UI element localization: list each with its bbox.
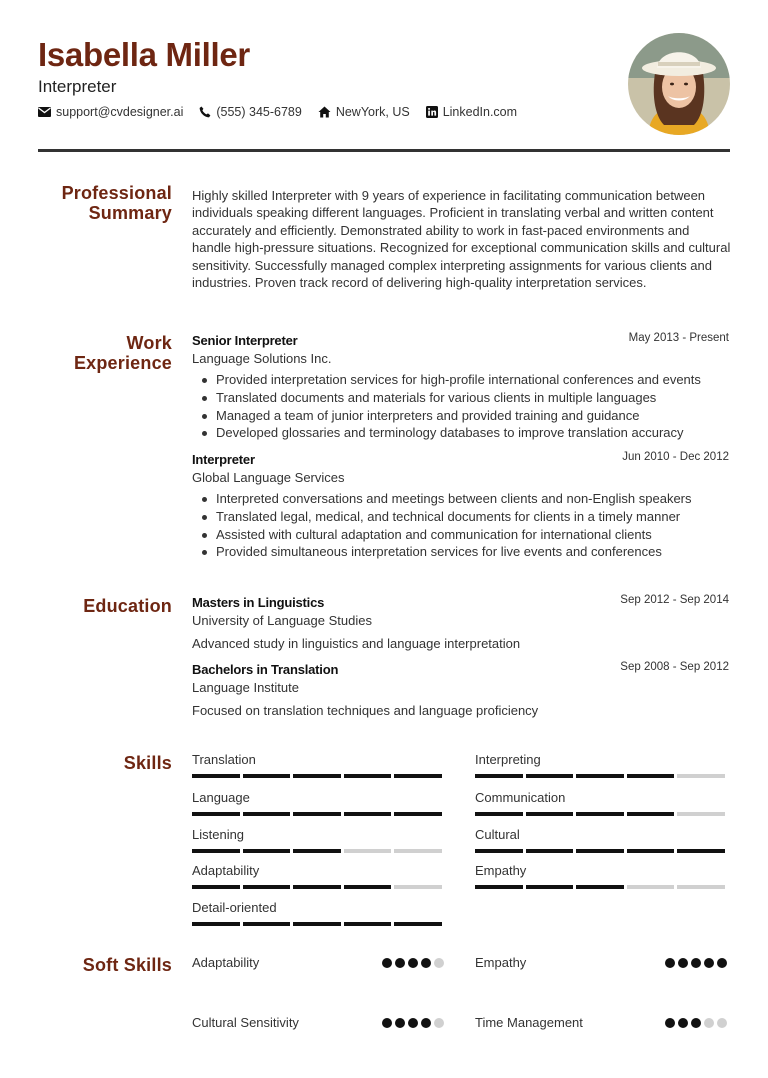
skill-level-bar — [475, 812, 728, 816]
rating-dot — [382, 958, 392, 968]
skill-level-bar — [192, 885, 445, 889]
skill-level-segment — [192, 922, 240, 926]
skill-level-segment — [243, 922, 291, 926]
avatar — [628, 33, 730, 135]
contact-linkedin[interactable] — [426, 105, 517, 119]
rating-dot — [408, 958, 418, 968]
phone-text: (555) 345-6789 — [216, 105, 302, 119]
skill-item — [192, 900, 445, 926]
skill-level-segment — [394, 774, 442, 778]
rating-dot — [665, 958, 675, 968]
degree-title: Bachelors in Translation — [192, 662, 339, 677]
skill-item — [192, 863, 445, 889]
skill-level-segment — [526, 812, 574, 816]
school-name: Language Institute — [192, 680, 299, 695]
contact-phone[interactable] — [199, 105, 301, 119]
skill-label: Detail-oriented — [192, 900, 277, 915]
soft-skill-item — [192, 955, 447, 970]
phone-icon — [199, 106, 211, 118]
soft-skill-rating — [382, 958, 447, 968]
rating-dot — [691, 1018, 701, 1028]
soft-skill-item — [475, 955, 730, 970]
skill-level-segment — [344, 812, 392, 816]
skill-level-segment — [576, 774, 624, 778]
skill-level-segment — [344, 922, 392, 926]
skill-level-segment — [677, 812, 725, 816]
email-text: support@cvdesigner.ai — [56, 105, 184, 119]
rating-dot — [408, 1018, 418, 1028]
candidate-role: Interpreter — [38, 77, 117, 96]
skill-level-segment — [576, 812, 624, 816]
contact-bar — [38, 105, 533, 119]
job-title: Senior Interpreter — [192, 333, 298, 348]
skill-level-bar — [475, 849, 728, 853]
skill-level-segment — [475, 885, 523, 889]
skill-level-segment — [576, 849, 624, 853]
soft-skill-rating — [665, 1018, 730, 1028]
soft-skill-label: Time Management — [475, 1015, 583, 1030]
skill-level-bar — [192, 922, 445, 926]
skill-level-segment — [192, 812, 240, 816]
skill-label: Cultural — [475, 827, 520, 842]
skill-level-segment — [677, 774, 725, 778]
education-dates: Sep 2008 - Sep 2012 — [620, 661, 729, 673]
job-title: Interpreter — [192, 452, 255, 467]
skill-level-segment — [344, 774, 392, 778]
soft-skills-section-title: Soft Skills — [82, 955, 172, 975]
school-name: University of Language Studies — [192, 613, 372, 628]
rating-dot — [704, 1018, 714, 1028]
job-company: Language Solutions Inc. — [192, 351, 332, 366]
skill-level-bar — [192, 774, 445, 778]
rating-dot — [691, 958, 701, 968]
skill-item — [475, 827, 728, 853]
linkedin-icon — [426, 106, 438, 118]
rating-dot — [421, 1018, 431, 1028]
rating-dot — [434, 958, 444, 968]
header-divider — [38, 149, 730, 152]
job-dates: Jun 2010 - Dec 2012 — [622, 451, 729, 463]
rating-dot — [717, 958, 727, 968]
skill-level-segment — [243, 885, 291, 889]
rating-dot — [382, 1018, 392, 1028]
list-item: Translated documents and materials for various clients in multiple languages — [216, 389, 736, 407]
location-text: NewYork, US — [335, 105, 410, 119]
skill-level-segment — [526, 849, 574, 853]
skill-label: Listening — [192, 827, 245, 842]
job-bullets — [216, 371, 736, 442]
skill-level-bar — [475, 774, 728, 778]
list-item: Translated legal, medical, and technical documents for clients in a timely manner — [216, 508, 736, 526]
degree-title: Masters in Linguistics — [192, 595, 325, 610]
home-icon — [318, 106, 331, 118]
rating-dot — [704, 958, 714, 968]
job-bullets — [216, 490, 736, 561]
skill-level-segment — [475, 812, 523, 816]
skill-level-segment — [243, 774, 291, 778]
list-item: Interpreted conversations and meetings between clients and non-English speakers — [216, 490, 736, 508]
education-description: Advanced study in linguistics and language interpretation — [192, 636, 521, 651]
skill-level-segment — [677, 885, 725, 889]
skill-level-segment — [526, 774, 574, 778]
job-company: Global Language Services — [192, 470, 345, 485]
skill-item — [192, 827, 445, 853]
soft-skill-rating — [382, 1018, 447, 1028]
contact-email[interactable] — [38, 105, 183, 119]
education-section-title: Education — [83, 596, 172, 616]
list-item: Managed a team of junior interpreters and provided training and guidance — [216, 407, 736, 425]
skill-level-segment — [243, 849, 291, 853]
skills-section-title: Skills — [123, 753, 172, 773]
skill-level-segment — [475, 849, 523, 853]
education-dates: Sep 2012 - Sep 2014 — [620, 594, 729, 606]
job-dates: May 2013 - Present — [628, 332, 729, 344]
soft-skill-item — [192, 1015, 447, 1030]
soft-skill-label: Empathy — [475, 955, 527, 970]
soft-skill-item — [475, 1015, 730, 1030]
skill-level-bar — [192, 812, 445, 816]
education-description: Focused on translation techniques and language proficiency — [192, 703, 539, 718]
soft-skill-label: Adaptability — [192, 955, 260, 970]
soft-skill-label: Cultural Sensitivity — [192, 1015, 299, 1030]
rating-dot — [717, 1018, 727, 1028]
skill-level-segment — [627, 774, 675, 778]
rating-dot — [434, 1018, 444, 1028]
skill-level-segment — [394, 849, 442, 853]
skill-level-segment — [344, 849, 392, 853]
skill-level-segment — [394, 922, 442, 926]
skill-item — [192, 752, 445, 778]
skill-item — [192, 790, 445, 816]
skill-item — [475, 790, 728, 816]
summary-section-title: Professional Summary — [61, 183, 172, 223]
skill-item — [475, 863, 728, 889]
list-item: Provided simultaneous interpretation services for live events and conferences — [216, 543, 736, 561]
skill-label: Translation — [192, 752, 256, 767]
skill-level-segment — [192, 885, 240, 889]
skill-level-segment — [243, 812, 291, 816]
skill-level-segment — [293, 849, 341, 853]
skill-level-segment — [526, 885, 574, 889]
skill-level-segment — [293, 812, 341, 816]
skill-label: Interpreting — [475, 752, 541, 767]
skill-level-bar — [192, 849, 445, 853]
skill-level-segment — [394, 812, 442, 816]
skill-level-segment — [677, 849, 725, 853]
skill-level-segment — [293, 774, 341, 778]
skill-level-bar — [475, 885, 728, 889]
skill-level-segment — [627, 812, 675, 816]
list-item: Provided interpretation services for high-profile international conferences and events — [216, 371, 736, 389]
rating-dot — [395, 1018, 405, 1028]
skill-label: Communication — [475, 790, 566, 805]
list-item: Developed glossaries and terminology databases to improve translation accuracy — [216, 424, 736, 442]
skill-level-segment — [475, 774, 523, 778]
candidate-name: Isabella Miller — [38, 36, 250, 73]
rating-dot — [678, 1018, 688, 1028]
skill-label: Empathy — [475, 863, 527, 878]
summary-text: Highly skilled Interpreter with 9 years of experience in facilitating communication between individuals speaking different languages. Proficient in translating verbal and written content accurately and efficiently. Demonstrated ability to work in fast-paced environments and handle high-pressure situations. Recognized for exceptional communication skills and cultural sensitivity. Successfully managed complex interpreting assignments for various clients and industries. Proven track record of delivering high-quality interpretation services. — [192, 188, 731, 291]
rating-dot — [678, 958, 688, 968]
rating-dot — [395, 958, 405, 968]
soft-skill-rating — [665, 958, 730, 968]
list-item: Assisted with cultural adaptation and communication for international clients — [216, 526, 736, 544]
skill-level-segment — [293, 885, 341, 889]
skill-level-segment — [394, 885, 442, 889]
skill-level-segment — [344, 885, 392, 889]
rating-dot — [665, 1018, 675, 1028]
skill-level-segment — [627, 849, 675, 853]
rating-dot — [421, 958, 431, 968]
skill-label: Language — [192, 790, 250, 805]
skill-level-segment — [192, 849, 240, 853]
skill-label: Adaptability — [192, 863, 260, 878]
skill-level-segment — [627, 885, 675, 889]
contact-location — [318, 105, 410, 119]
skill-level-segment — [576, 885, 624, 889]
skill-item — [475, 752, 728, 778]
envelope-icon — [38, 107, 51, 117]
skill-level-segment — [293, 922, 341, 926]
experience-section-title: Work Experience — [73, 333, 172, 373]
linkedin-text: LinkedIn.com — [442, 105, 518, 119]
skill-level-segment — [192, 774, 240, 778]
